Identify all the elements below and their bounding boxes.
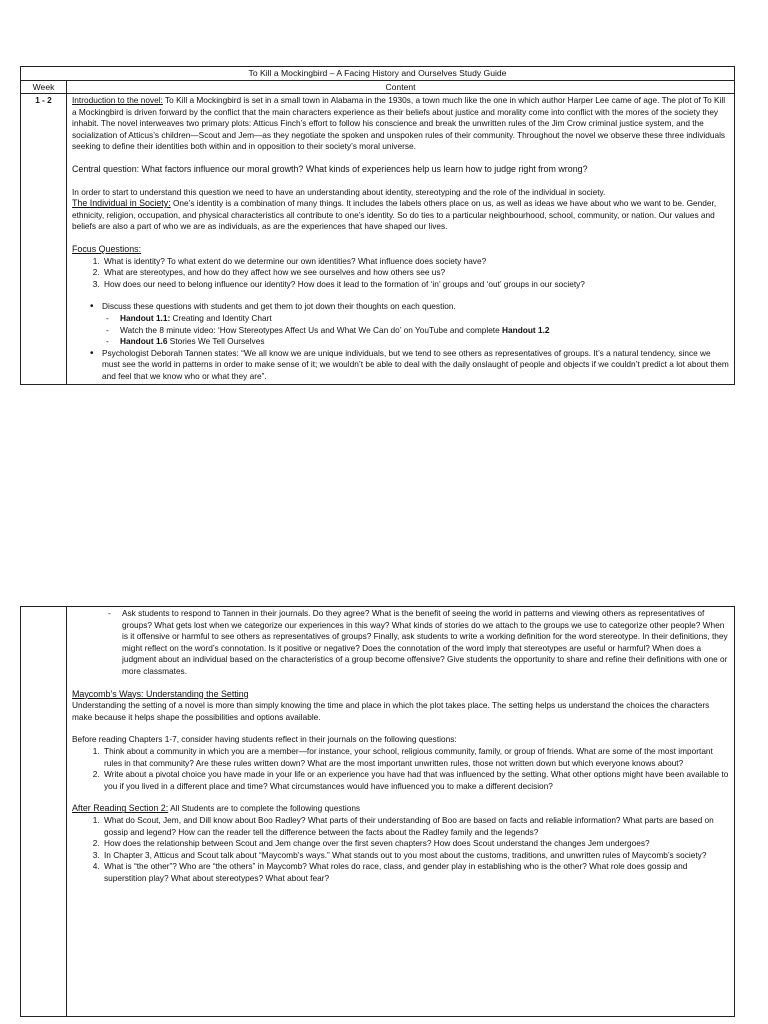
list-item: 2. How does the relationship between Scout and Jem change over the first seven chapters? How does Scout understand the changes Jem undergoes? [102,838,730,850]
maycomb-heading: Maycomb’s Ways: Understanding the Setting [72,688,249,699]
list-item: • Psychologist Deborah Tannen states: “We all know we are unique individuals, but we tend to see others as representatives of groups. It’s a natural tendency, since we must see the world in patterns in order to make sense of it; we wouldn’t be able to deal with the daily onslaught of people and objects if we couldn’t predict a lot about them and feel that we know who or what they are”. [102,348,730,383]
before-reading-text: Before reading Chapters 1-7, consider having students reflect in their journals on the following questions: [72,734,457,745]
list-item: 3. How does our need to belong influence our identity? How does it lead to the formation of ‘in’ groups and ‘out’ groups in our society? [102,279,730,291]
table-row [21,94,734,384]
content-column-header: Content [385,82,416,92]
intro-text: To Kill a Mockingbird is set in a small town in Alabama in the 1930s, a town much like the one in which author Harper Lee came of age. The plot of To Kill a Mockingbird is driven forward by the conflict that the main characters experience as their beliefs about justice and morality come into conflict with the mores of the society they inhabit. The novel interweaves two primary plots: Atticus Finch’s effort to follow his conscience and break the unwritten rules of the Jim Crow criminal justice system, and the socialization of Atticus’s children—Scout and Jem—as they negotiate the spoken and unspoken rules of their community. Throughout the novel we observe these three individuals seeking to define their identities both within and in opposition to their society’s moral universe. [72,95,726,152]
study-guide-table-page-2 [20,606,735,1017]
handout-1-6-text: Stories We Tell Ourselves [167,336,265,347]
list-item: 1. What do Scout, Jem, and Dill know about Boo Radley? What parts of their understanding of Boo are based on facts and reliable information? What parts are based on gossip and legend? How can the reader tell the difference between the facts about the Radley family and the legends? [102,815,730,838]
handout-1-1-text: Creating and Identity Chart [170,312,272,323]
list-item: - Ask students to respond to Tannen in their journals. Do they agree? What is the benefit of seeing the world in patterns and viewing others as representatives of groups? What gets lost when we categorize our experiences in this way? What kinds of stories do we attach to the groups we use to categorize other people? When is it offensive or harmful to see others as representatives of groups? Finally, ask students to write a working definition for the word stereotype. In their definitions, they might reflect on the word’s connotation. Is it positive or negative? Does the connotation of the word imply that stereotypes are useful or harmful? When does a judgment about an individual based on the characteristics of a group become offensive? Give students the opportunity to share and refine their definitions with one or more classmates. [122,608,730,678]
content-cell [67,94,734,384]
discuss-text: Discuss these questions with students and get them to jot down their thoughts on each question. [102,301,456,312]
list-item: 4. What is “the other”? Who are “the others” in Maycomb? What roles do race, class, and gender play in establishing who is the other? What role does gossip and superstition play? What about stereotypes? What about fear? [102,861,730,884]
after-reading-text: All Students are to complete the following questions [168,803,361,814]
week-column-header: Week [21,81,67,93]
table-header [21,81,734,94]
maycomb-paragraph: Understanding the setting of a novel is more than simply knowing the time and place in which the plot takes place. The setting helps us understand the choices the characters make because it helps shape the possibilities and options available. [72,700,710,722]
list-item: 2. What are stereotypes, and how do they affect how we see ourselves and how others see us? [102,267,730,279]
intro-label: Introduction to the novel: [72,95,163,105]
section-2-questions-list [72,815,730,885]
after-reading-label: After Reading Section 2: [72,803,169,814]
handout-1-6-label: Handout 1.6 [120,336,168,347]
content-cell [67,607,734,1016]
week-cell: 1 - 2 [21,94,67,384]
after-reading-paragraph [72,803,730,815]
list-item: 3. In Chapter 3, Atticus and Scout talk about “Maycomb’s ways.” What stands out to you most about the customs, traditions, and unwritten rules of Maycomb’s society? [102,850,730,862]
document-title: To Kill a Mockingbird – A Facing History and Ourselves Study Guide [21,67,734,81]
individual-text: One’s identity is a combination of many things. It includes the labels others place on us, as well as ideas we have about who we want to be. Gender, ethnicity, religion, occupation, and physical characteristics all contribute to one’s identity. So do ties to a particular neighbourhood, school, community, or nation. Our values and beliefs are also a part of who we are as individuals, as are the experiences that have shaped our lives. [72,198,717,232]
handout-list [102,313,730,348]
handout-1-2-label: Handout 1.2 [502,324,550,335]
activity-list [72,301,730,382]
intro-paragraph [72,95,730,153]
list-item [120,336,730,348]
list-item [120,325,730,337]
central-question: Central question: What factors influence our moral growth? What kinds of experiences help us learn how to judge right from wrong? [72,163,588,174]
focus-questions-list [72,256,730,291]
journal-questions-list [72,746,730,792]
week-cell [21,607,67,1016]
list-item: 1. Think about a community in which you are a member—for instance, your school, religious community, family, or group of friends. What are some of the most important rules in that community? Are these rules written down? What are the most important unwritten rules, those not written down but which everyone knows about? [102,746,730,769]
study-guide-table-page-1 [20,66,735,385]
understand-paragraph: In order to start to understand this question we need to have an understanding about identity, stereotyping and the role of the individual in society. [72,186,606,197]
list-item: 1. What is identity? To what extent do we determine our own identities? What influence does society have? [102,256,730,268]
tannen-response-list [72,608,730,678]
handout-1-1-label: Handout 1.1: [120,312,171,323]
list-item [102,301,730,347]
list-item: 2. Write about a pivotal choice you have made in your life or an experience you have had that was influenced by the setting. What other options might have been available to you if you lived in a different place and time? What circumstances would have influenced you to make a different decision? [102,769,730,792]
individual-label: The Individual in Society: [72,198,171,209]
video-text: Watch the 8 minute video: ‘How Stereotypes Affect Us and What We Can do’ on YouTube and complete [120,324,503,335]
individual-paragraph [72,198,730,233]
table-row [21,607,734,1016]
focus-questions-heading: Focus Questions: [72,243,142,254]
list-item [120,313,730,325]
